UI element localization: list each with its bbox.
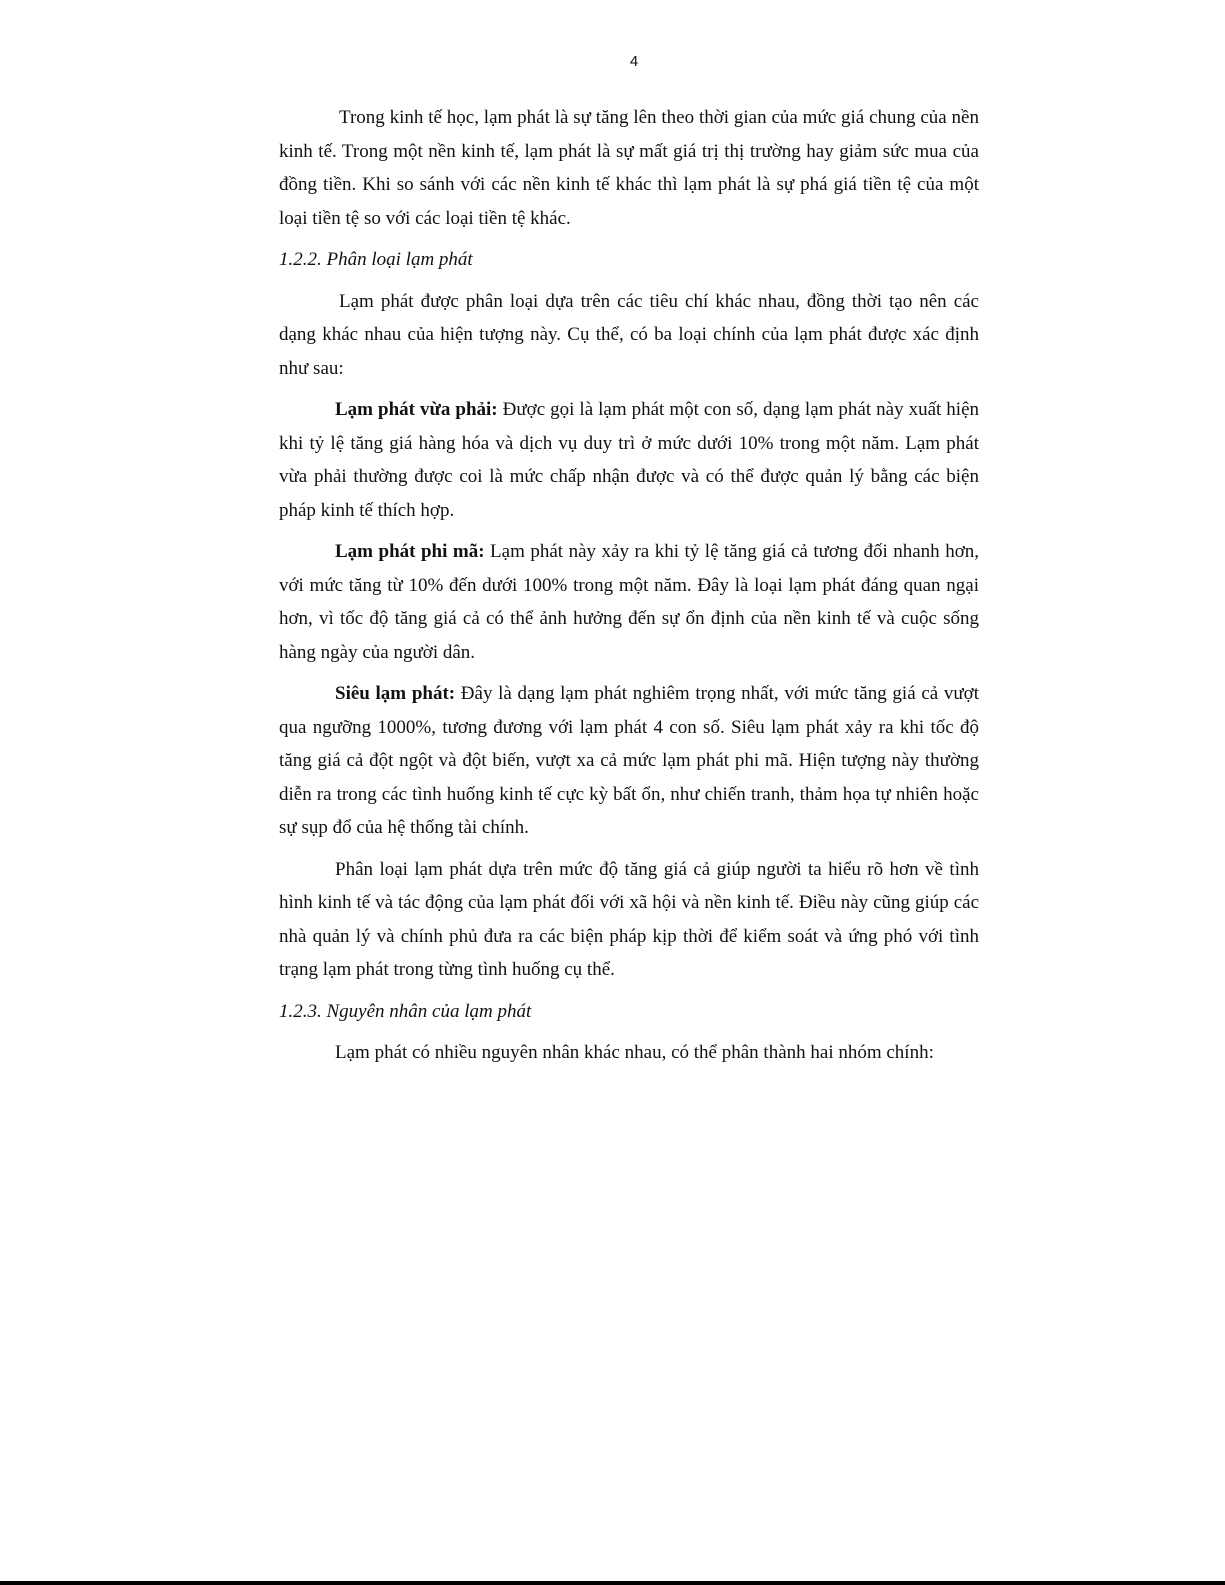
- section-heading-causes: 1.2.3. Nguyên nhân của lạm phát: [279, 1000, 532, 1022]
- paragraph-moderate-inflation: [279, 393, 979, 527]
- paragraph-inflation-definition: Trong kinh tế học, lạm phát là sự tăng lên theo thời gian của mức giá chung của nền kinh tế. Trong một nền kinh tế, lạm phát là sự mất giá trị thị trường hay giảm sức mua của đồng tiền. Khi so sánh với các nền kinh tế khác thì lạm phát là sự phá giá tiền tệ của một loại tiền tệ so với các loại tiền tệ khác.: [279, 107, 979, 229]
- bottom-border-line: [0, 1581, 1225, 1585]
- page-number: 4: [629, 53, 639, 70]
- page-content: [279, 101, 979, 1078]
- section-heading-classification: 1.2.2. Phân loại lạm phát: [279, 249, 473, 270]
- term-moderate-inflation: Lạm phát vừa phải:: [335, 399, 498, 420]
- text-hyperinflation: Đây là dạng lạm phát nghiêm trọng nhất, với mức tăng giá cả vượt qua ngưỡng 1000%, tương đương với lạm phát 4 con số. Siêu lạm phát xảy ra khi tốc độ tăng giá cả đột ngột và đột biến, vượt xa cả mức lạm phát phi mã. Hiện tượng này thường diễn ra trong các tình huống kinh tế cực kỳ bất ổn, như chiến tranh, thảm họa tự nhiên hoặc sự sụp đổ của hệ thống tài chính.: [279, 683, 979, 838]
- paragraph-classification-intro: Lạm phát được phân loại dựa trên các tiêu chí khác nhau, đồng thời tạo nên các dạng khác nhau của hiện tượng này. Cụ thể, có ba loại chính của lạm phát được xác định như sau:: [279, 290, 979, 379]
- paragraph-hyperinflation: [279, 677, 979, 845]
- text-moderate-inflation: Được gọi là lạm phát một con số, dạng lạm phát này xuất hiện khi tỷ lệ tăng giá hàng hóa và dịch vụ duy trì ở mức dưới 10% trong một năm. Lạm phát vừa phải thường được coi là mức chấp nhận được và có thể được quản lý bằng các biện pháp kinh tế thích hợp.: [279, 399, 979, 521]
- paragraph-classification-summary: Phân loại lạm phát dựa trên mức độ tăng giá cả giúp người ta hiểu rõ hơn về tình hình kinh tế và tác động của lạm phát đối với xã hội và nền kinh tế. Điều này cũng giúp các nhà quản lý và chính phủ đưa ra các biện pháp kịp thời để kiểm soát và ứng phó với tình trạng lạm phát trong từng tình huống cụ thể.: [279, 858, 979, 980]
- term-hyperinflation: Siêu lạm phát:: [335, 683, 456, 704]
- text-galloping-inflation: Lạm phát này xảy ra khi tỷ lệ tăng giá cả tương đối nhanh hơn, với mức tăng từ 10% đến dưới 100% trong một năm. Đây là loại lạm phát đáng quan ngại hơn, vì tốc độ tăng giá cả có thể ảnh hưởng đến sự ổn định của nền kinh tế và cuộc sống hàng ngày của người dân.: [279, 541, 979, 663]
- paragraph-causes-intro: Lạm phát có nhiều nguyên nhân khác nhau, có thể phân thành hai nhóm chính:: [335, 1042, 934, 1063]
- term-galloping-inflation: Lạm phát phi mã:: [335, 541, 485, 562]
- paragraph-galloping-inflation: [279, 535, 979, 669]
